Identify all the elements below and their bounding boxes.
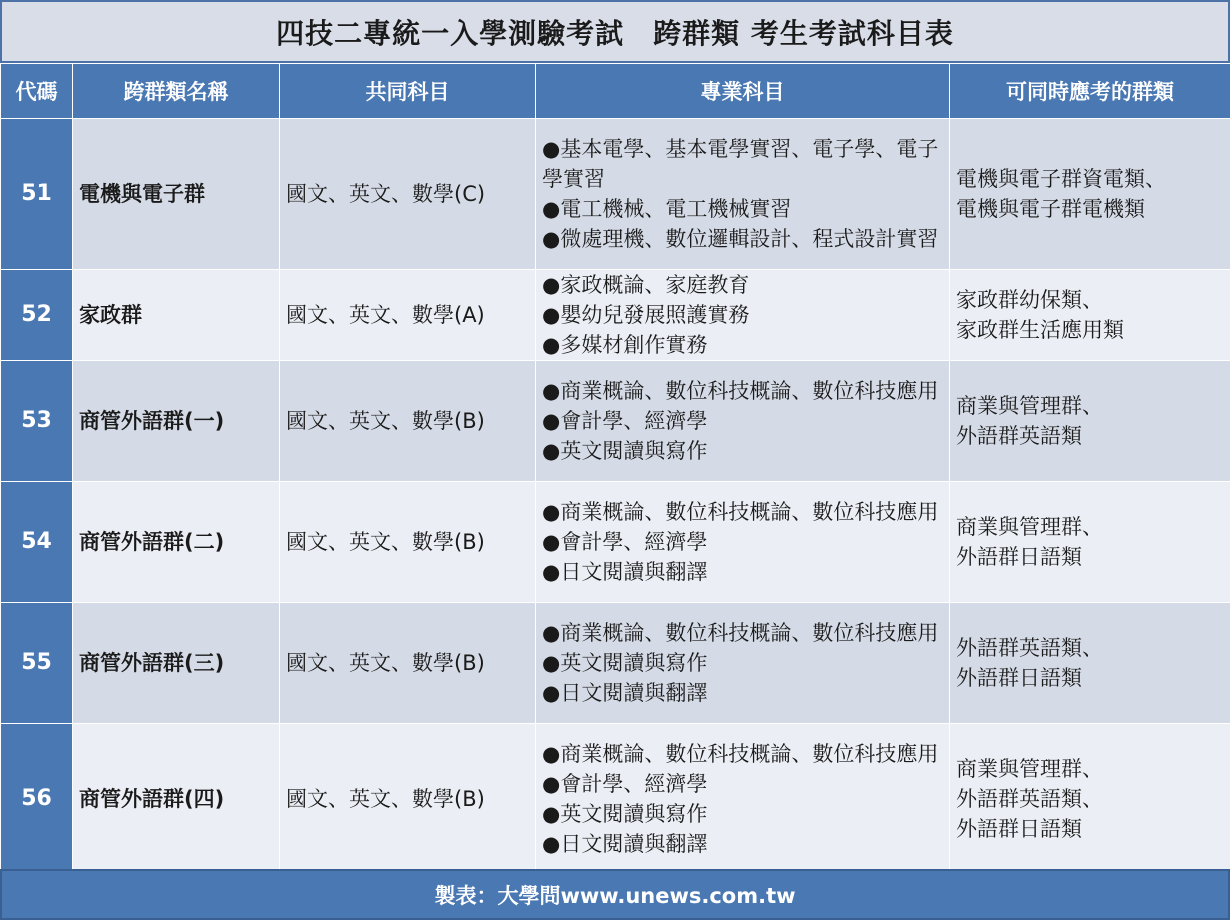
row-major-subjects (536, 119, 950, 270)
major-subject-item: ●多媒材創作實務 (542, 333, 708, 357)
row-code: 52 (1, 270, 73, 361)
row-major-subjects (536, 724, 950, 875)
table-row (1, 361, 1230, 482)
major-subject-item: ●會計學、經濟學 (542, 530, 708, 554)
eligible-group-item: 商業與管理群、 (956, 757, 1103, 781)
header-code: 代碼 (1, 64, 73, 119)
major-subject-item: ●日文閱讀與翻譯 (542, 681, 708, 705)
eligible-group-item: 商業與管理群、 (956, 394, 1103, 418)
major-subject-item: ●會計學、經濟學 (542, 772, 708, 796)
table-header-row (1, 64, 1230, 119)
row-group-name: 商管外語群(一) (73, 361, 280, 482)
row-group-name: 電機與電子群 (73, 119, 280, 270)
header-common: 共同科目 (280, 64, 536, 119)
major-subject-item: ●家政概論、家庭教育 (542, 273, 750, 297)
row-group-name: 商管外語群(四) (73, 724, 280, 875)
eligible-group-item: 家政群生活應用類 (956, 318, 1124, 342)
table-row (1, 119, 1230, 270)
row-code: 51 (1, 119, 73, 270)
row-group-name: 家政群 (73, 270, 280, 361)
row-group-name: 商管外語群(二) (73, 482, 280, 603)
major-subject-item: ●基本電學、基本電學實習、電子學、電子學實習 (542, 137, 939, 191)
row-also-eligible-groups (950, 119, 1230, 270)
major-subject-item: ●商業概論、數位科技概論、數位科技應用 (542, 500, 939, 524)
eligible-group-item: 電機與電子群電機類 (956, 197, 1145, 221)
header-also: 可同時應考的群類 (950, 64, 1230, 119)
row-group-name: 商管外語群(三) (73, 603, 280, 724)
eligible-group-item: 外語群日語類 (956, 666, 1082, 690)
major-subject-item: ●英文閱讀與寫作 (542, 439, 708, 463)
page-title: 四技二專統一入學測驗考試 跨群類 考生考試科目表 (0, 0, 1230, 63)
row-also-eligible-groups (950, 724, 1230, 875)
eligible-group-item: 外語群英語類、 (956, 787, 1103, 811)
major-subject-item: ●商業概論、數位科技概論、數位科技應用 (542, 742, 939, 766)
major-subject-item: ●英文閱讀與寫作 (542, 651, 708, 675)
row-code: 54 (1, 482, 73, 603)
eligible-group-item: 電機與電子群資電類、 (956, 167, 1166, 191)
major-subject-item: ●嬰幼兒發展照護實務 (542, 303, 750, 327)
table-body (1, 119, 1230, 875)
row-major-subjects (536, 270, 950, 361)
header-major: 專業科目 (536, 64, 950, 119)
major-subject-item: ●微處理機、數位邏輯設計、程式設計實習 (542, 227, 939, 251)
header-name: 跨群類名稱 (73, 64, 280, 119)
row-common-subjects: 國文、英文、數學(B) (280, 482, 536, 603)
major-subject-item: ●商業概論、數位科技概論、數位科技應用 (542, 379, 939, 403)
row-also-eligible-groups (950, 270, 1230, 361)
eligible-group-item: 家政群幼保類、 (956, 288, 1103, 312)
major-subject-item: ●英文閱讀與寫作 (542, 802, 708, 826)
row-also-eligible-groups (950, 603, 1230, 724)
major-subject-item: ●日文閱讀與翻譯 (542, 832, 708, 856)
table-row (1, 724, 1230, 875)
row-common-subjects: 國文、英文、數學(B) (280, 603, 536, 724)
row-common-subjects: 國文、英文、數學(B) (280, 361, 536, 482)
eligible-group-item: 商業與管理群、 (956, 515, 1103, 539)
major-subject-item: ●會計學、經濟學 (542, 409, 708, 433)
footer-credit: 製表：大學問www.unews.com.tw (0, 869, 1230, 920)
row-code: 55 (1, 603, 73, 724)
table-row (1, 603, 1230, 724)
row-also-eligible-groups (950, 482, 1230, 603)
table-row (1, 270, 1230, 361)
table-row (1, 482, 1230, 603)
eligible-group-item: 外語群日語類 (956, 545, 1082, 569)
row-also-eligible-groups (950, 361, 1230, 482)
eligible-group-item: 外語群英語類 (956, 424, 1082, 448)
major-subject-item: ●電工機械、電工機械實習 (542, 197, 792, 221)
row-common-subjects: 國文、英文、數學(B) (280, 724, 536, 875)
eligible-group-item: 外語群日語類 (956, 817, 1082, 841)
row-major-subjects (536, 361, 950, 482)
eligible-group-item: 外語群英語類、 (956, 636, 1103, 660)
major-subject-item: ●商業概論、數位科技概論、數位科技應用 (542, 621, 939, 645)
row-major-subjects (536, 603, 950, 724)
row-common-subjects: 國文、英文、數學(A) (280, 270, 536, 361)
row-code: 56 (1, 724, 73, 875)
exam-subject-table (0, 63, 1230, 875)
row-common-subjects: 國文、英文、數學(C) (280, 119, 536, 270)
row-code: 53 (1, 361, 73, 482)
major-subject-item: ●日文閱讀與翻譯 (542, 560, 708, 584)
row-major-subjects (536, 482, 950, 603)
